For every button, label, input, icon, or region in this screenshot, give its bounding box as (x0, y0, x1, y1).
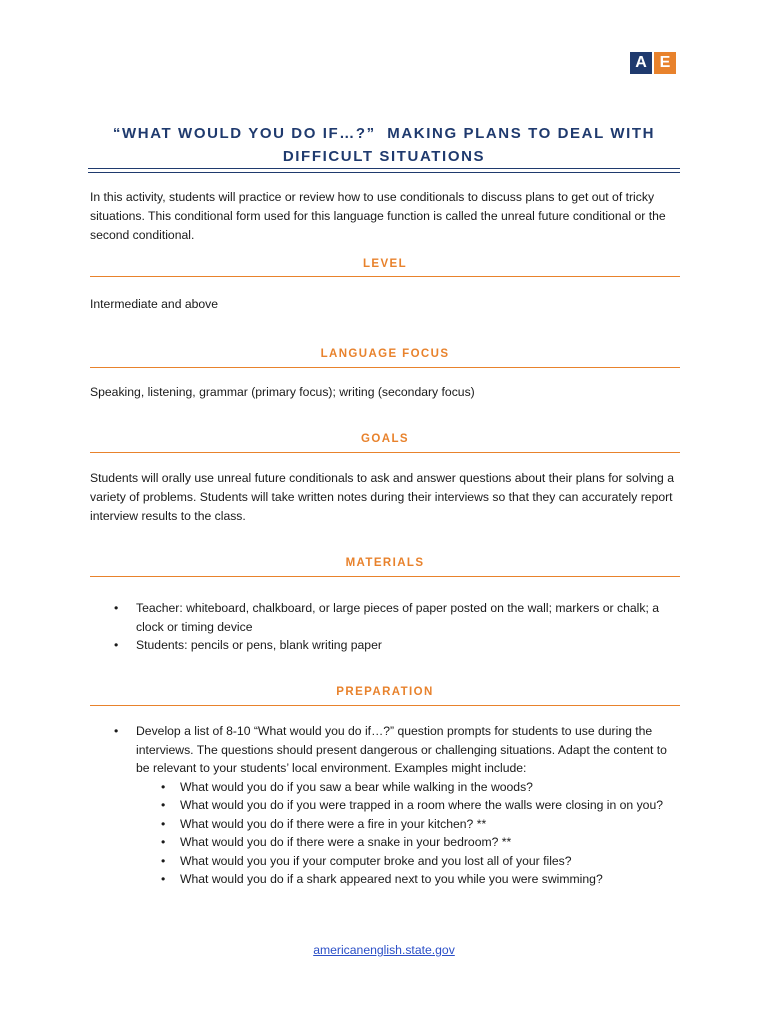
list-item: • What would you do if you saw a bear while walking in the woods? (136, 778, 680, 797)
footer-website-link[interactable]: americanenglish.state.gov (313, 943, 455, 957)
title-line-2: DIFFICULT SITUATIONS (282, 148, 486, 165)
section-rule-preparation (90, 705, 680, 706)
ae-logo (630, 52, 676, 74)
footer (0, 943, 768, 957)
intro-paragraph: In this activity, students will practice or review how to use conditionals to discuss plans to get out of tricky situations. This conditional form used for this language function is called the unreal future conditional or the second conditional. (90, 190, 666, 242)
section-heading-language-focus: LANGUAGE FOCUS (320, 348, 450, 360)
materials-list (90, 599, 680, 655)
section-heading-materials: MATERIALS (345, 557, 425, 569)
section-rule-goals (90, 452, 680, 453)
logo-letter-a: A (630, 52, 652, 74)
logo-letter-e: E (654, 52, 676, 74)
section-heading-preparation: PREPARATION (336, 686, 434, 698)
section-rule-language-focus (90, 367, 680, 368)
section-rule-materials (90, 576, 680, 577)
document-title (88, 122, 680, 168)
list-item: • Students: pencils or pens, blank writing paper (90, 636, 680, 655)
goals-text: Students will orally use unreal future conditionals to ask and answer questions about their plans for solving a variety of problems. Students will take written notes during their interviews so that they can accurately report interview results to the class. (90, 471, 674, 523)
list-item: • What would you do if there were a fire in your kitchen? ** (136, 815, 680, 834)
title-rule-top (88, 168, 680, 169)
list-item (90, 722, 680, 889)
list-item: • What would you do if you were trapped in a room where the walls were closing in on you? (136, 796, 680, 815)
example-questions-list (136, 778, 680, 889)
section-heading-level: LEVEL (362, 258, 408, 270)
language-focus-text: Speaking, listening, grammar (primary focus); writing (secondary focus) (90, 385, 475, 399)
preparation-item-text: Develop a list of 8-10 “What would you do if…?” question prompts for students to use during the interviews. The questions should present dangerous or challenging situations. Adapt the content to be relevant to your students’ local environment. Examples might include: (136, 724, 667, 775)
list-item: • What would you do if a shark appeared next to you while you were swimming? (136, 870, 680, 889)
list-item: • What would you you if your computer broke and you lost all of your files? (136, 852, 680, 871)
list-item: • What would you do if there were a snake in your bedroom? ** (136, 833, 680, 852)
level-text: Intermediate and above (90, 297, 219, 311)
preparation-list (90, 722, 680, 889)
section-heading-goals: GOALS (361, 433, 409, 445)
list-item: • Teacher: whiteboard, chalkboard, or large pieces of paper posted on the wall; markers or chalk; a clock or timing device (90, 599, 680, 636)
title-rule-bottom (88, 172, 680, 173)
section-rule-level (90, 276, 680, 277)
title-line-1: “WHAT WOULD YOU DO IF…?” MAKING PLANS TO DEAL WITH (112, 125, 656, 142)
